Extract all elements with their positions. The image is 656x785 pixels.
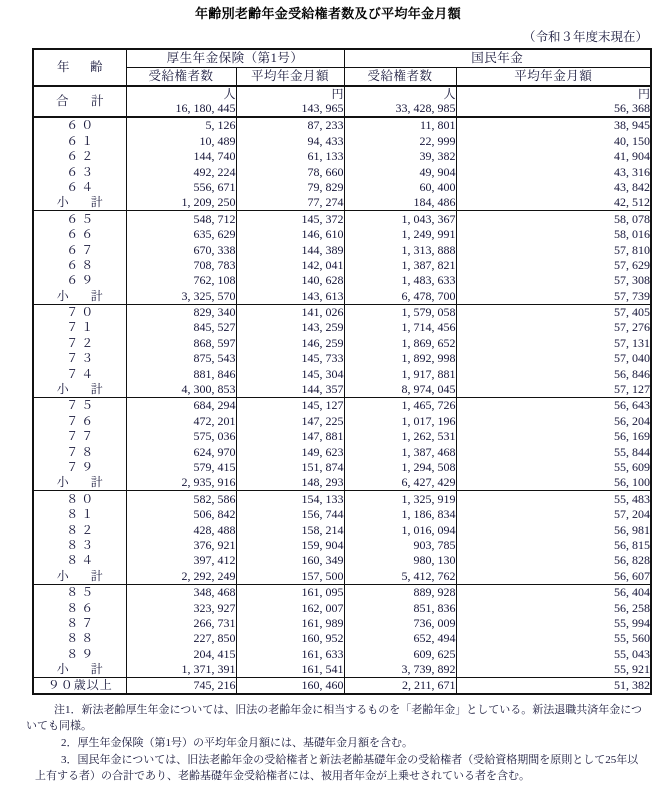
cell-kokumin-amount: 40, 150 [456,133,651,148]
subtotal-kokumin-amount: 56, 100 [456,475,651,491]
table-row [33,273,651,288]
column-header-group-kosei: 厚生年金保険（第1号） [126,49,344,68]
cell-kokumin-recipients: 1, 714, 456 [344,320,456,335]
cell-kosei-recipients: 881, 846 [126,366,236,381]
cell-kokumin-amount: 57, 308 [456,273,651,288]
table-row [33,180,651,195]
table-row [33,538,651,553]
cell-kosei-amount: 144, 389 [236,242,344,257]
row-label-total: 合 計 [33,86,126,117]
row-label-age: ７１ [33,320,126,335]
cell-kokumin-amount: 55, 560 [456,631,651,646]
table-row-over90 [33,678,651,695]
cell-kokumin-amount: 57, 040 [456,351,651,366]
header-row-subcolumns [33,68,651,87]
table-row [33,444,651,459]
row-label-age: ６６ [33,227,126,242]
subtotal-kosei-recipients: 2, 935, 916 [126,475,236,491]
row-label-subtotal: 小 計 [33,475,126,491]
table-container [0,48,656,695]
page-title: 年齢別老齢年金受給権者数及び平均年金月額 [194,6,461,21]
cell-kokumin-recipients: 1, 387, 468 [344,444,456,459]
cell-kosei-amount: 147, 881 [236,429,344,444]
cell-kosei-recipients: 472, 201 [126,413,236,428]
footnote-1 [26,703,648,735]
header-row-groups [33,49,651,68]
table-row [33,366,651,381]
row-label-subtotal: 小 計 [33,195,126,211]
total-kosei-recipients: 16, 180, 445 [126,101,236,117]
cell-kokumin-amount: 57, 629 [456,258,651,273]
table-row [33,600,651,615]
table-row [33,398,651,414]
subtotal-kokumin-recipients: 6, 478, 700 [344,288,456,304]
subtotal-kosei-amount: 157, 500 [236,568,344,584]
footnote-2-text: 2．厚生年金保険（第1号）の平均年金月額には、基礎年金月額を含む。 [61,737,413,750]
cell-kokumin-recipients: 903, 785 [344,538,456,553]
unit-kokumin-amount: 円 [456,86,651,101]
cell-kosei-recipients: 762, 108 [126,273,236,288]
table-row-subtotal [33,475,651,491]
row-label-age: ６２ [33,149,126,164]
row-label-age: ８０ [33,491,126,507]
cell-kokumin-recipients: 22, 999 [344,133,456,148]
cell-kokumin-amount: 56, 828 [456,553,651,568]
cell-kosei-recipients: 708, 783 [126,258,236,273]
cell-kokumin-recipients: 1, 387, 821 [344,258,456,273]
subtotal-kokumin-recipients: 5, 412, 762 [344,568,456,584]
subtotal-kosei-recipients: 2, 292, 249 [126,568,236,584]
cell-kosei-recipients: 868, 597 [126,335,236,350]
cell-kokumin-amount: 57, 204 [456,507,651,522]
row-label-age: ８４ [33,553,126,568]
row-label-age: ８２ [33,522,126,537]
subtotal-kosei-amount: 144, 357 [236,382,344,398]
cell-kokumin-amount: 55, 609 [456,460,651,475]
cell-kosei-recipients: 670, 338 [126,242,236,257]
row-label-age: ７０ [33,304,126,320]
cell-kokumin-recipients: 889, 928 [344,584,456,600]
table-row-total [33,101,651,117]
units-row [33,86,651,101]
cell-kokumin-recipients: 1, 325, 919 [344,491,456,507]
footnote-3-text: 3．国民年金については、旧法老齢年金の受給権者と新法老齢基礎年金の受給権者（受給資格期間を原則として25年以上有する者）の合計であり、老齢基礎年金受給権者には、被用者年金が上乗せされている者を含む。 [35,754,639,783]
table-row [33,227,651,242]
cell-kosei-amount: 160, 952 [236,631,344,646]
row-label-subtotal: 小 計 [33,568,126,584]
cell-kokumin-amount: 57, 276 [456,320,651,335]
cell-kokumin-amount: 56, 204 [456,413,651,428]
footnote-3 [26,753,648,785]
subtotal-kokumin-recipients: 3, 739, 892 [344,662,456,678]
cell-kosei-amount: 145, 304 [236,366,344,381]
table-row [33,553,651,568]
cell-kokumin-recipients: 1, 262, 531 [344,429,456,444]
subtotal-kokumin-amount: 57, 127 [456,382,651,398]
cell-kokumin-amount: 55, 043 [456,646,651,661]
cell-kokumin-recipients: 980, 130 [344,553,456,568]
subtotal-kokumin-amount: 55, 921 [456,662,651,678]
row-label-age: ６５ [33,211,126,227]
cell-kokumin-amount: 41, 904 [456,149,651,164]
cell-kosei-amount: 160, 349 [236,553,344,568]
row-label-age: ６８ [33,258,126,273]
table-body [33,86,651,694]
table-row [33,460,651,475]
cell-kosei-amount: 156, 744 [236,507,344,522]
cell-kokumin-amount: 57, 810 [456,242,651,257]
row-label-age: ８５ [33,584,126,600]
table-row [33,646,651,661]
cell-kosei-recipients: 144, 740 [126,149,236,164]
row-label-age: ６３ [33,164,126,179]
cell-kosei-amount: 146, 610 [236,227,344,242]
cell-kokumin-amount: 56, 643 [456,398,651,414]
table-row [33,149,651,164]
cell-kokumin-amount: 56, 169 [456,429,651,444]
cell-kokumin-recipients: 39, 382 [344,149,456,164]
cell-kokumin-amount: 56, 258 [456,600,651,615]
row-label-age: ８８ [33,631,126,646]
table-row [33,211,651,227]
row-label-age: ６４ [33,180,126,195]
cell-kosei-amount: 149, 623 [236,444,344,459]
table-row-subtotal [33,662,651,678]
table-row [33,164,651,179]
table-row [33,258,651,273]
over90-kosei-amount: 160, 460 [236,678,344,695]
cell-kokumin-recipients: 1, 917, 881 [344,366,456,381]
cell-kosei-amount: 161, 989 [236,616,344,631]
cell-kokumin-recipients: 851, 836 [344,600,456,615]
cell-kokumin-amount: 55, 994 [456,616,651,631]
cell-kokumin-recipients: 1, 869, 652 [344,335,456,350]
cell-kosei-recipients: 492, 224 [126,164,236,179]
row-label-age: ７２ [33,335,126,350]
table-row-subtotal [33,382,651,398]
table-row [33,522,651,537]
column-header-kokumin-recipients: 受給権者数 [344,68,456,87]
footnotes [0,703,656,785]
cell-kosei-recipients: 579, 415 [126,460,236,475]
cell-kosei-amount: 140, 628 [236,273,344,288]
unit-kosei-recipients: 人 [126,86,236,101]
cell-kokumin-recipients: 60, 400 [344,180,456,195]
subtotal-kosei-recipients: 1, 371, 391 [126,662,236,678]
row-label-age: ７８ [33,444,126,459]
cell-kokumin-recipients: 1, 579, 058 [344,304,456,320]
cell-kosei-amount: 145, 733 [236,351,344,366]
cell-kosei-recipients: 506, 842 [126,507,236,522]
cell-kokumin-recipients: 49, 904 [344,164,456,179]
cell-kokumin-recipients: 1, 249, 991 [344,227,456,242]
over90-kosei-recipients: 745, 216 [126,678,236,695]
subtotal-kokumin-recipients: 6, 427, 429 [344,475,456,491]
cell-kosei-recipients: 323, 927 [126,600,236,615]
column-header-kosei-recipients: 受給権者数 [126,68,236,87]
cell-kokumin-amount: 55, 844 [456,444,651,459]
cell-kosei-amount: 162, 007 [236,600,344,615]
subtotal-kosei-recipients: 3, 325, 570 [126,288,236,304]
cell-kosei-recipients: 845, 527 [126,320,236,335]
cell-kosei-recipients: 635, 629 [126,227,236,242]
cell-kokumin-amount: 56, 846 [456,366,651,381]
subtotal-kokumin-recipients: 184, 486 [344,195,456,211]
cell-kosei-amount: 145, 372 [236,211,344,227]
row-label-age: ６１ [33,133,126,148]
row-label-age: ８６ [33,600,126,615]
cell-kosei-amount: 141, 026 [236,304,344,320]
cell-kosei-amount: 151, 874 [236,460,344,475]
cell-kokumin-amount: 56, 815 [456,538,651,553]
cell-kosei-amount: 61, 133 [236,149,344,164]
subtotal-kokumin-amount: 56, 607 [456,568,651,584]
cell-kokumin-recipients: 1, 313, 888 [344,242,456,257]
cell-kosei-recipients: 548, 712 [126,211,236,227]
cell-kokumin-amount: 55, 483 [456,491,651,507]
cell-kosei-recipients: 348, 468 [126,584,236,600]
row-label-age: ７５ [33,398,126,414]
cell-kokumin-recipients: 1, 483, 633 [344,273,456,288]
cell-kosei-amount: 147, 225 [236,413,344,428]
column-header-kokumin-amount: 平均年金月額 [456,68,651,87]
cell-kosei-amount: 161, 633 [236,646,344,661]
subtotal-kosei-amount: 77, 274 [236,195,344,211]
table-row [33,351,651,366]
cell-kosei-recipients: 397, 412 [126,553,236,568]
cell-kokumin-amount: 56, 404 [456,584,651,600]
pension-statistics-table [32,48,652,695]
column-header-age: 年 齢 [33,49,126,86]
cell-kosei-recipients: 227, 850 [126,631,236,646]
column-header-group-kokumin: 国民年金 [344,49,651,68]
cell-kosei-amount: 78, 660 [236,164,344,179]
row-label-subtotal: 小 計 [33,662,126,678]
cell-kosei-recipients: 266, 731 [126,616,236,631]
cell-kosei-recipients: 10, 489 [126,133,236,148]
cell-kokumin-recipients: 1, 017, 196 [344,413,456,428]
table-row [33,335,651,350]
cell-kosei-amount: 146, 259 [236,335,344,350]
subtotal-kokumin-amount: 42, 512 [456,195,651,211]
table-row [33,507,651,522]
cell-kokumin-recipients: 1, 016, 094 [344,522,456,537]
table-row-subtotal [33,195,651,211]
unit-kokumin-recipients: 人 [344,86,456,101]
row-label-age: ８７ [33,616,126,631]
cell-kokumin-recipients: 1, 186, 834 [344,507,456,522]
cell-kokumin-recipients: 11, 801 [344,117,456,133]
cell-kosei-amount: 161, 095 [236,584,344,600]
row-label-age: ８９ [33,646,126,661]
row-label-age: ７７ [33,429,126,444]
cell-kosei-recipients: 575, 036 [126,429,236,444]
table-row [33,320,651,335]
cell-kokumin-amount: 43, 316 [456,164,651,179]
cell-kokumin-recipients: 652, 494 [344,631,456,646]
cell-kokumin-recipients: 609, 625 [344,646,456,661]
cell-kosei-recipients: 829, 340 [126,304,236,320]
table-row [33,631,651,646]
row-label-over90: ９０歳以上 [33,678,126,695]
cell-kosei-recipients: 684, 294 [126,398,236,414]
subtotal-kokumin-recipients: 8, 974, 045 [344,382,456,398]
cell-kosei-amount: 158, 214 [236,522,344,537]
cell-kosei-recipients: 582, 586 [126,491,236,507]
row-label-age: ６９ [33,273,126,288]
unit-kosei-amount: 円 [236,86,344,101]
cell-kokumin-amount: 58, 078 [456,211,651,227]
cell-kokumin-amount: 38, 945 [456,117,651,133]
subtotal-kosei-amount: 148, 293 [236,475,344,491]
subtotal-kosei-recipients: 4, 300, 853 [126,382,236,398]
cell-kosei-amount: 142, 041 [236,258,344,273]
table-row [33,304,651,320]
subtotal-kosei-amount: 161, 541 [236,662,344,678]
over90-kokumin-amount: 51, 382 [456,678,651,695]
cell-kosei-recipients: 376, 921 [126,538,236,553]
cell-kosei-recipients: 204, 415 [126,646,236,661]
row-label-subtotal: 小 計 [33,382,126,398]
cell-kokumin-amount: 43, 842 [456,180,651,195]
table-row [33,429,651,444]
subtotal-kosei-recipients: 1, 209, 250 [126,195,236,211]
table-row [33,491,651,507]
table-row [33,133,651,148]
table-row [33,584,651,600]
table-row-subtotal [33,568,651,584]
table-row [33,616,651,631]
table-row [33,242,651,257]
table-row-subtotal [33,288,651,304]
cell-kokumin-amount: 57, 131 [456,335,651,350]
total-kokumin-amount: 56, 368 [456,101,651,117]
cell-kokumin-recipients: 736, 009 [344,616,456,631]
cell-kokumin-recipients: 1, 465, 726 [344,398,456,414]
footnote-1-text: 注1．新法老齢厚生年金については、旧法の老齢年金に相当するものを「老齢年金」としている。新法退職共済年金についても同様。 [26,704,643,733]
row-label-age: ６７ [33,242,126,257]
row-label-age: ７９ [33,460,126,475]
over90-kokumin-recipients: 2, 211, 671 [344,678,456,695]
cell-kosei-recipients: 428, 488 [126,522,236,537]
subtotal-kosei-amount: 143, 613 [236,288,344,304]
table-row [33,413,651,428]
table-header [33,49,651,86]
row-label-age: ７４ [33,366,126,381]
cell-kokumin-recipients: 1, 294, 508 [344,460,456,475]
footnote-2 [26,736,648,752]
cell-kokumin-amount: 56, 981 [456,522,651,537]
row-label-age: ６０ [33,117,126,133]
table-row [33,117,651,133]
cell-kosei-amount: 94, 433 [236,133,344,148]
cell-kosei-amount: 87, 233 [236,117,344,133]
row-label-subtotal: 小 計 [33,288,126,304]
cell-kosei-recipients: 875, 543 [126,351,236,366]
cell-kosei-amount: 159, 904 [236,538,344,553]
cell-kokumin-recipients: 1, 892, 998 [344,351,456,366]
cell-kosei-amount: 143, 259 [236,320,344,335]
cell-kosei-amount: 145, 127 [236,398,344,414]
subtotal-kokumin-amount: 57, 739 [456,288,651,304]
row-label-age: ８３ [33,538,126,553]
cell-kokumin-amount: 58, 016 [456,227,651,242]
row-label-age: ７３ [33,351,126,366]
cell-kosei-recipients: 624, 970 [126,444,236,459]
total-kokumin-recipients: 33, 428, 985 [344,101,456,117]
column-header-kosei-amount: 平均年金月額 [236,68,344,87]
as-of-date: （令和３年度末現在） [522,30,648,44]
row-label-age: ７６ [33,413,126,428]
cell-kosei-amount: 154, 133 [236,491,344,507]
cell-kosei-recipients: 5, 126 [126,117,236,133]
cell-kokumin-recipients: 1, 043, 367 [344,211,456,227]
cell-kosei-recipients: 556, 671 [126,180,236,195]
cell-kosei-amount: 79, 829 [236,180,344,195]
total-kosei-amount: 143, 965 [236,101,344,117]
cell-kokumin-amount: 57, 405 [456,304,651,320]
row-label-age: ８１ [33,507,126,522]
